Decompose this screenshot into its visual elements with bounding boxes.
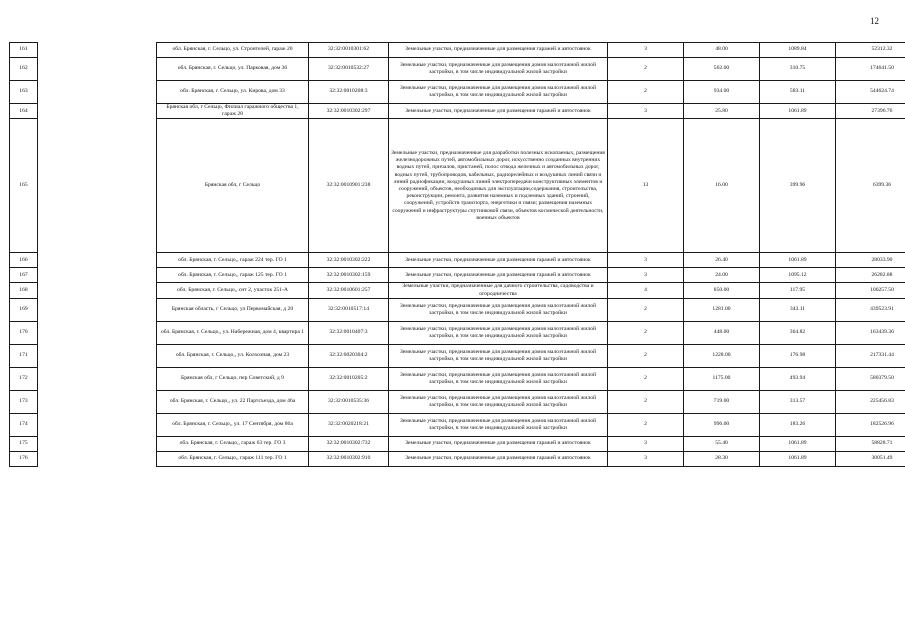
area-cell: 934.00 xyxy=(684,81,760,104)
rate-cell: 1089.84 xyxy=(760,43,836,58)
area-cell: 25.80 xyxy=(684,104,760,119)
blank-cell xyxy=(38,344,157,367)
rate-cell: 117.95 xyxy=(760,283,836,298)
row-number-cell: 170 xyxy=(10,321,38,344)
cadastral-number-cell: 32:32:0020304:2 xyxy=(309,344,389,367)
row-number-cell: 163 xyxy=(10,81,38,104)
table-row xyxy=(10,253,905,268)
address-cell: обл. Брянская, г. Сельцо,, ул. 17 Сентября, дом 86а xyxy=(157,413,309,436)
cadastral-value-cell: 52312.32 xyxy=(836,43,905,58)
rate-cell: 364.82 xyxy=(760,321,836,344)
table-row xyxy=(10,298,905,321)
area-cell: 448.00 xyxy=(684,321,760,344)
rate-cell: 1061.89 xyxy=(760,451,836,466)
cadastral-number-cell: 32:32:0010208:3 xyxy=(309,81,389,104)
category-cell: 13 xyxy=(608,119,684,253)
category-cell: 3 xyxy=(608,268,684,283)
address-cell: обл. Брянская, г. Сельцо,, гараж 111 тер. ГО 1 xyxy=(157,451,309,466)
category-cell: 3 xyxy=(608,436,684,451)
row-number-cell: 161 xyxy=(10,43,38,58)
table-row xyxy=(10,367,905,390)
table-body xyxy=(10,43,905,467)
cadastral-number-cell: 32:32:0010302:297 xyxy=(309,104,389,119)
row-number-cell: 172 xyxy=(10,367,38,390)
land-use-cell: Земельные участки, предназначенные для размещения гаражей и автостоянок xyxy=(389,43,608,58)
row-number-cell: 168 xyxy=(10,283,38,298)
cadastral-value-cell: 174641.50 xyxy=(836,58,905,81)
cadastral-number-cell: 32:32:0010301:62 xyxy=(309,43,389,58)
blank-cell xyxy=(38,321,157,344)
land-use-cell: Земельные участки, предназначенные для размещения гаражей и автостоянок xyxy=(389,451,608,466)
category-cell: 3 xyxy=(608,104,684,119)
row-number-cell: 176 xyxy=(10,451,38,466)
address-cell: обл. Брянская, г. Сельцо, ул. Парковая, дом 36 xyxy=(157,58,309,81)
table-row xyxy=(10,119,905,253)
row-number-cell: 165 xyxy=(10,119,38,253)
address-cell: Брянская обл, г Сельцо, Филиал гаражного общества 1, гараж 28 xyxy=(157,104,309,119)
cadastral-number-cell: 32:32:0010302:222 xyxy=(309,253,389,268)
cadastral-value-cell: 439523.91 xyxy=(836,298,905,321)
area-cell: 16.00 xyxy=(684,119,760,253)
blank-cell xyxy=(38,298,157,321)
cadastral-value-cell: 217331.44 xyxy=(836,344,905,367)
blank-cell xyxy=(38,413,157,436)
cadastral-value-cell: 182526.96 xyxy=(836,413,905,436)
address-cell: обл. Брянская, г. Сельцо, ул. Строителей, гараж 20 xyxy=(157,43,309,58)
area-cell: 996.00 xyxy=(684,413,760,436)
cadastral-number-cell: 32:32:0010302:159 xyxy=(309,268,389,283)
land-use-cell: Земельные участки, предназначенные для дачного строительства, садоводства и огородничества xyxy=(389,283,608,298)
cadastral-value-cell: 26282.88 xyxy=(836,268,905,283)
land-use-cell: Земельные участки, предназначенные для разработки полезных ископаемых, размещения железнодорожных путей, автомобильных дорог, искусственно созданных внутренних водных путей, причалов, пристаней, полос отвода железных и автомобильных дорог, водных путей, трубопроводов, кабельных, радиорелейных и воздушных линий связи и линий радиофикации, воздушных линий электропередачи конструктивных элементов и сооружений, объектов, необходимых для эксплуатации,содержания, строительства, реконструкции, ремонта, развития наземных и подземных зданий, строений, сооружений, устройств транспорта, энергетики и связи; размещения наземных сооружений и инфраструктуры спутниковой связи, объектов космической деятельности, военных объектов xyxy=(389,119,608,253)
area-cell: 1281.00 xyxy=(684,298,760,321)
rate-cell: 176.98 xyxy=(760,344,836,367)
address-cell: обл. Брянская, г. Сельцо,, ул. 22 Партсъезда, дом 46а xyxy=(157,390,309,413)
land-use-cell: Земельные участки, предназначенные для размещения домов малоэтажной жилой застройки, в том числе индивидуальной жилой застройки xyxy=(389,58,608,81)
page-number: 12 xyxy=(870,16,879,26)
row-number-cell: 167 xyxy=(10,268,38,283)
rate-cell: 313.57 xyxy=(760,390,836,413)
land-use-cell: Земельные участки, предназначенные для размещения гаражей и автостоянок xyxy=(389,104,608,119)
address-cell: Брянская обл, г Сельцо xyxy=(157,119,309,253)
area-cell: 850.00 xyxy=(684,283,760,298)
area-cell: 55.40 xyxy=(684,436,760,451)
area-cell: 48.00 xyxy=(684,43,760,58)
category-cell: 2 xyxy=(608,298,684,321)
blank-cell xyxy=(38,58,157,81)
land-use-cell: Земельные участки, предназначенные для размещения домов малоэтажной жилой застройки, в том числе индивидуальной жилой застройки xyxy=(389,367,608,390)
land-use-cell: Земельные участки, предназначенные для размещения гаражей и автостоянок xyxy=(389,253,608,268)
rate-cell: 1061.89 xyxy=(760,253,836,268)
blank-cell xyxy=(38,43,157,58)
address-cell: обл. Брянская, г. Сельцо,, снт 2, участок 251-А xyxy=(157,283,309,298)
blank-cell xyxy=(38,104,157,119)
category-cell: 4 xyxy=(608,283,684,298)
cadastral-value-cell: 544624.74 xyxy=(836,81,905,104)
table-row xyxy=(10,58,905,81)
category-cell: 2 xyxy=(608,344,684,367)
cadastral-number-cell: 32:32:0010535:36 xyxy=(309,390,389,413)
blank-cell xyxy=(38,436,157,451)
table-row xyxy=(10,81,905,104)
area-cell: 719.00 xyxy=(684,390,760,413)
table-row xyxy=(10,321,905,344)
land-use-cell: Земельные участки, предназначенные для размещения гаражей и автостоянок xyxy=(389,268,608,283)
land-use-cell: Земельные участки, предназначенные для размещения домов малоэтажной жилой застройки, в том числе индивидуальной жилой застройки xyxy=(389,81,608,104)
blank-cell xyxy=(38,81,157,104)
table-row xyxy=(10,344,905,367)
cadastral-number-cell: 32:32:0010407:3 xyxy=(309,321,389,344)
rate-cell: 310.75 xyxy=(760,58,836,81)
table-row xyxy=(10,268,905,283)
blank-cell xyxy=(38,367,157,390)
cadastral-number-cell: 32:32:0010517:14 xyxy=(309,298,389,321)
address-cell: обл. Брянская, г. Сельцо,, ул. Набережная, дом 4, квартира 1 xyxy=(157,321,309,344)
cadastral-value-cell: 30051.49 xyxy=(836,451,905,466)
table-row xyxy=(10,413,905,436)
land-registry-table xyxy=(9,42,905,467)
blank-cell xyxy=(38,390,157,413)
land-use-cell: Земельные участки, предназначенные для размещения домов малоэтажной жилой застройки, в том числе индивидуальной жилой застройки xyxy=(389,344,608,367)
land-use-cell: Земельные участки, предназначенные для размещения домов малоэтажной жилой застройки, в том числе индивидуальной жилой застройки xyxy=(389,413,608,436)
cadastral-number-cell: 32:32:0010205:2 xyxy=(309,367,389,390)
cadastral-number-cell: 32:32:0010302:910 xyxy=(309,451,389,466)
table-row xyxy=(10,390,905,413)
address-cell: обл. Брянская, г. Сельцо,, гараж 63 тер. ГО 3 xyxy=(157,436,309,451)
table-row xyxy=(10,283,905,298)
area-cell: 562.00 xyxy=(684,58,760,81)
category-cell: 2 xyxy=(608,413,684,436)
table-row xyxy=(10,436,905,451)
rate-cell: 493.94 xyxy=(760,367,836,390)
address-cell: Брянская область, г Сельцо, ул Первомайская, д 20 xyxy=(157,298,309,321)
cadastral-value-cell: 225456.83 xyxy=(836,390,905,413)
address-cell: обл. Брянская, г. Сельцо,, ул. Колхозная, дом 23 xyxy=(157,344,309,367)
cadastral-value-cell: 58828.71 xyxy=(836,436,905,451)
rate-cell: 399.96 xyxy=(760,119,836,253)
cadastral-value-cell: 580379.50 xyxy=(836,367,905,390)
category-cell: 3 xyxy=(608,43,684,58)
row-number-cell: 169 xyxy=(10,298,38,321)
address-cell: обл. Брянская, г. Сельцо,, гараж 125 тер. ГО 1 xyxy=(157,268,309,283)
rate-cell: 583.11 xyxy=(760,81,836,104)
address-cell: Брянская обл, г Сельцо, пер Советский, д 9 xyxy=(157,367,309,390)
cadastral-number-cell: 32:32:0020218:21 xyxy=(309,413,389,436)
cadastral-value-cell: 100257.50 xyxy=(836,283,905,298)
cadastral-value-cell: 27396.76 xyxy=(836,104,905,119)
row-number-cell: 175 xyxy=(10,436,38,451)
area-cell: 26.40 xyxy=(684,253,760,268)
table-row xyxy=(10,43,905,58)
category-cell: 2 xyxy=(608,367,684,390)
blank-cell xyxy=(38,253,157,268)
row-number-cell: 162 xyxy=(10,58,38,81)
blank-cell xyxy=(38,451,157,466)
table-row xyxy=(10,104,905,119)
row-number-cell: 166 xyxy=(10,253,38,268)
row-number-cell: 173 xyxy=(10,390,38,413)
cadastral-number-cell: 32:32:0010901:238 xyxy=(309,119,389,253)
blank-cell xyxy=(38,283,157,298)
land-use-cell: Земельные участки, предназначенные для размещения домов малоэтажной жилой застройки, в том числе индивидуальной жилой застройки xyxy=(389,321,608,344)
row-number-cell: 174 xyxy=(10,413,38,436)
area-cell: 1175.00 xyxy=(684,367,760,390)
row-number-cell: 171 xyxy=(10,344,38,367)
area-cell: 24.00 xyxy=(684,268,760,283)
cadastral-number-cell: 32:32:0010302:732 xyxy=(309,436,389,451)
land-use-cell: Земельные участки, предназначенные для размещения гаражей и автостоянок xyxy=(389,436,608,451)
land-use-cell: Земельные участки, предназначенные для размещения домов малоэтажной жилой застройки, в том числе индивидуальной жилой застройки xyxy=(389,298,608,321)
cadastral-number-cell: 32:32:0010532:27 xyxy=(309,58,389,81)
category-cell: 3 xyxy=(608,451,684,466)
cadastral-value-cell: 163439.36 xyxy=(836,321,905,344)
table-row xyxy=(10,451,905,466)
category-cell: 2 xyxy=(608,390,684,413)
area-cell: 1228.00 xyxy=(684,344,760,367)
rate-cell: 343.11 xyxy=(760,298,836,321)
category-cell: 2 xyxy=(608,81,684,104)
rate-cell: 183.26 xyxy=(760,413,836,436)
cadastral-value-cell: 6399.36 xyxy=(836,119,905,253)
blank-cell xyxy=(38,119,157,253)
land-use-cell: Земельные участки, предназначенные для размещения домов малоэтажной жилой застройки, в том числе индивидуальной жилой застройки xyxy=(389,390,608,413)
rate-cell: 1061.89 xyxy=(760,104,836,119)
cadastral-number-cell: 32:32:0010601:257 xyxy=(309,283,389,298)
category-cell: 2 xyxy=(608,321,684,344)
cadastral-value-cell: 28033.90 xyxy=(836,253,905,268)
category-cell: 3 xyxy=(608,253,684,268)
area-cell: 28.30 xyxy=(684,451,760,466)
rate-cell: 1061.89 xyxy=(760,436,836,451)
address-cell: обл. Брянская, г. Сельцо, ул. Кирова, дом 33 xyxy=(157,81,309,104)
address-cell: обл. Брянская, г. Сельцо,, гараж 224 тер. ГО 1 xyxy=(157,253,309,268)
row-number-cell: 164 xyxy=(10,104,38,119)
rate-cell: 1095.12 xyxy=(760,268,836,283)
blank-cell xyxy=(38,268,157,283)
category-cell: 2 xyxy=(608,58,684,81)
